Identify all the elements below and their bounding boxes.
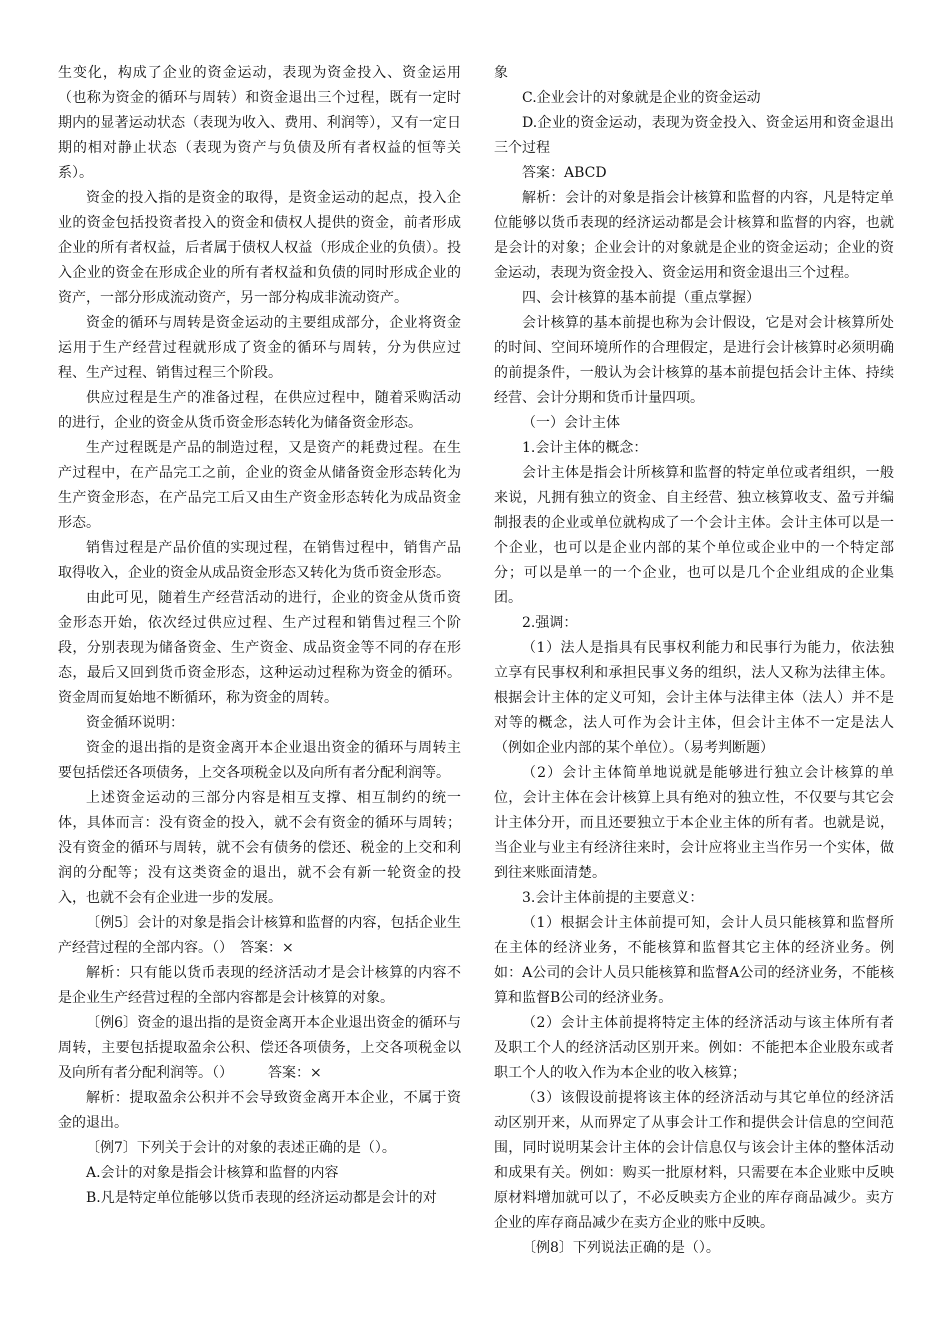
right-column	[494, 61, 894, 1261]
paragraph: 上述资金运动的三部分内容是相互支撑、相互制约的统一体，具体而言：没有资金的投入，就不会有资金的循环与周转；没有资金的循环与周转，就不会有债务的偿还、税金的上交和利润的分配等；没有这类资金的退出，就不会有新一轮资金的投入，也就不会有企业进一步的发展。	[58, 790, 461, 906]
answer: 答案：ABCD	[522, 165, 607, 181]
example-analysis: 解析：会计的对象是指会计核算和监督的内容，凡是特定单位能够以货币表现的经济运动都是会计核算和监督的内容，也就是会计的对象；企业会计的对象就是企业的资金运动；企业的资金运动，表现为资金投入、资金运用和资金退出三个过程。	[494, 190, 894, 281]
paragraph: 由此可见，随着生产经营活动的进行，企业的资金从货币资金形态开始，依次经过供应过程、生产过程和销售过程三个阶段，分别表现为储备资金、生产资金、成品资金等不同的存在形态，最后又回到货币资金形态，这种运动过程称为资金的循环。资金周而复始地不断循环，称为资金的周转。	[58, 590, 461, 706]
item-heading: 1.会计主体的概念：	[522, 440, 648, 456]
paragraph: （3）该假设前提将该主体的经济活动与其它单位的经济活动区别开来，从而界定了从事会计工作和提供会计信息的空间范围，同时说明某会计主体的会计信息仅与该会计主体的整体活动和成果有关。例如：购买一批原材料，只需要在本企业账中反映原材料增加就可以了，不必反映卖方企业的库存商品减少。卖方企业的库存商品减少在卖方企业的账中反映。	[494, 1090, 894, 1231]
example-analysis: 解析：提取盈余公积并不会导致资金离开本企业，不属于资金的退出。	[58, 1090, 461, 1131]
example-question: 〔例7〕下列关于会计的对象的表述正确的是（）。	[86, 1140, 396, 1156]
left-column	[58, 61, 461, 1211]
paragraph: 资金的投入指的是资金的取得，是资金运动的起点，投入企业的资金包括投资者投入的资金和债权人提供的资金，前者形成企业的所有者权益，后者属于债权人权益（形成企业的负债）。投入企业的资金在形成企业的所有者权益和负债的同时形成企业的资产，一部分形成流动资产，另一部分构成非流动资产。	[58, 190, 461, 306]
paragraph: 生变化，构成了企业的资金运动，表现为资金投入、资金运用（也称为资金的循环与周转）和资金退出三个过程，既有一定时期内的显著运动状态（表现为收入、费用、利润等），又有一定日期的相对静止状态（表现为资产与负债及所有者权益的恒等关系）。	[58, 65, 461, 181]
example-analysis: 解析：只有能以货币表现的经济活动才是会计核算的内容不是企业生产经营过程的全部内容都是会计核算的对象。	[58, 965, 461, 1006]
option-a: A.会计的对象是指会计核算和监督的内容	[86, 1165, 339, 1181]
option-d: D.企业的资金运动，表现为资金投入、资金运用和资金退出三个过程	[494, 115, 894, 156]
paragraph: 资金的循环与周转是资金运动的主要组成部分，企业将资金运用于生产经营过程就形成了资金的循环与周转，分为供应过程、生产过程、销售过程三个阶段。	[58, 315, 461, 381]
section-heading: 四、会计核算的基本前提（重点掌握）	[522, 290, 760, 306]
paragraph: （2）会计主体简单地说就是能够进行独立会计核算的单位，会计主体在会计核算上具有绝对的独立性，不仅要与其它会计主体分开，而且还要独立于本企业主体的所有者。也就是说，当企业与业主有经济往来时，会计应将业主当作另一个实体，做到往来账面清楚。	[494, 765, 894, 881]
paragraph: 会计核算的基本前提也称为会计假设，它是对会计核算所处的时间、空间环境所作的合理假定，是进行会计核算时必须明确的前提条件，一般认为会计核算的基本前提包括会计主体、持续经营、会计分期和货币计量四项。	[494, 315, 894, 406]
paragraph: （1）法人是指具有民事权利能力和民事行为能力，依法独立享有民事权利和承担民事义务的组织，法人又称为法律主体。根据会计主体的定义可知，会计主体与法律主体（法人）并不是对等的概念，法人可作为会计主体，但会计主体不一定是法人（例如企业内部的某个单位）。（易考判断题）	[494, 640, 894, 756]
example-question: 〔例6〕资金的退出指的是资金离开本企业退出资金的循环与周转，主要包括提取盈余公积、偿还各项债务，上交各项税金以及向所有者分配利润等。（） 答案：×	[58, 1015, 461, 1081]
paragraph: （2）会计主体前提将特定主体的经济活动与该主体所有者及职工个人的经济活动区别开来。例如：不能把本企业股东或者职工个人的收入作为本企业的收入核算；	[494, 1015, 894, 1081]
paragraph: 资金循环说明：	[86, 715, 184, 731]
paragraph: （1）根据会计主体前提可知，会计人员只能核算和监督所在主体的经济业务，不能核算和监督其它主体的经济业务。例如：A公司的会计人员只能核算和监督A公司的经济业务，不能核算和监督B公司的经济业务。	[494, 915, 894, 1006]
paragraph: 销售过程是产品价值的实现过程，在销售过程中，销售产品取得收入，企业的资金从成品资金形态又转化为货币资金形态。	[58, 540, 461, 581]
option-c: C.企业会计的对象就是企业的资金运动	[522, 90, 761, 106]
paragraph: 资金的退出指的是资金离开本企业退出资金的循环与周转主要包括偿还各项债务，上交各项税金以及向所有者分配利润等。	[58, 740, 461, 781]
item-heading: 3.会计主体前提的主要意义：	[522, 890, 704, 906]
subsection-heading: （一）会计主体	[522, 415, 620, 431]
item-heading: 2.强调：	[522, 615, 578, 631]
paragraph: 会计主体是指会计所核算和监督的特定单位或者组织，一般来说，凡拥有独立的资金、自主经营、独立核算收支、盈亏并编制报表的企业或单位就构成了一个会计主体。会计主体可以是一个企业，也可以是企业内部的某个单位或企业中的一个特定部分；可以是单一的一个企业，也可以是几个企业组成的企业集团。	[494, 465, 894, 606]
paragraph: 供应过程是生产的准备过程，在供应过程中，随着采购活动的进行，企业的资金从货币资金形态转化为储备资金形态。	[58, 390, 461, 431]
paragraph-continuation: 象	[494, 65, 508, 81]
example-question: 〔例5〕会计的对象是指会计核算和监督的内容，包括企业生产经营过程的全部内容。（） 答案：×	[58, 915, 461, 956]
paragraph: 生产过程既是产品的制造过程，又是资产的耗费过程。在生产过程中，在产品完工之前，企业的资金从储备资金形态转化为生产资金形态，在产品完工后又由生产资金形态转化为成品资金形态。	[58, 440, 461, 531]
example-question: 〔例8〕下列说法正确的是（）。	[522, 1240, 720, 1256]
option-b: B.凡是特定单位能够以货币表现的经济运动都是会计的对	[86, 1190, 437, 1206]
